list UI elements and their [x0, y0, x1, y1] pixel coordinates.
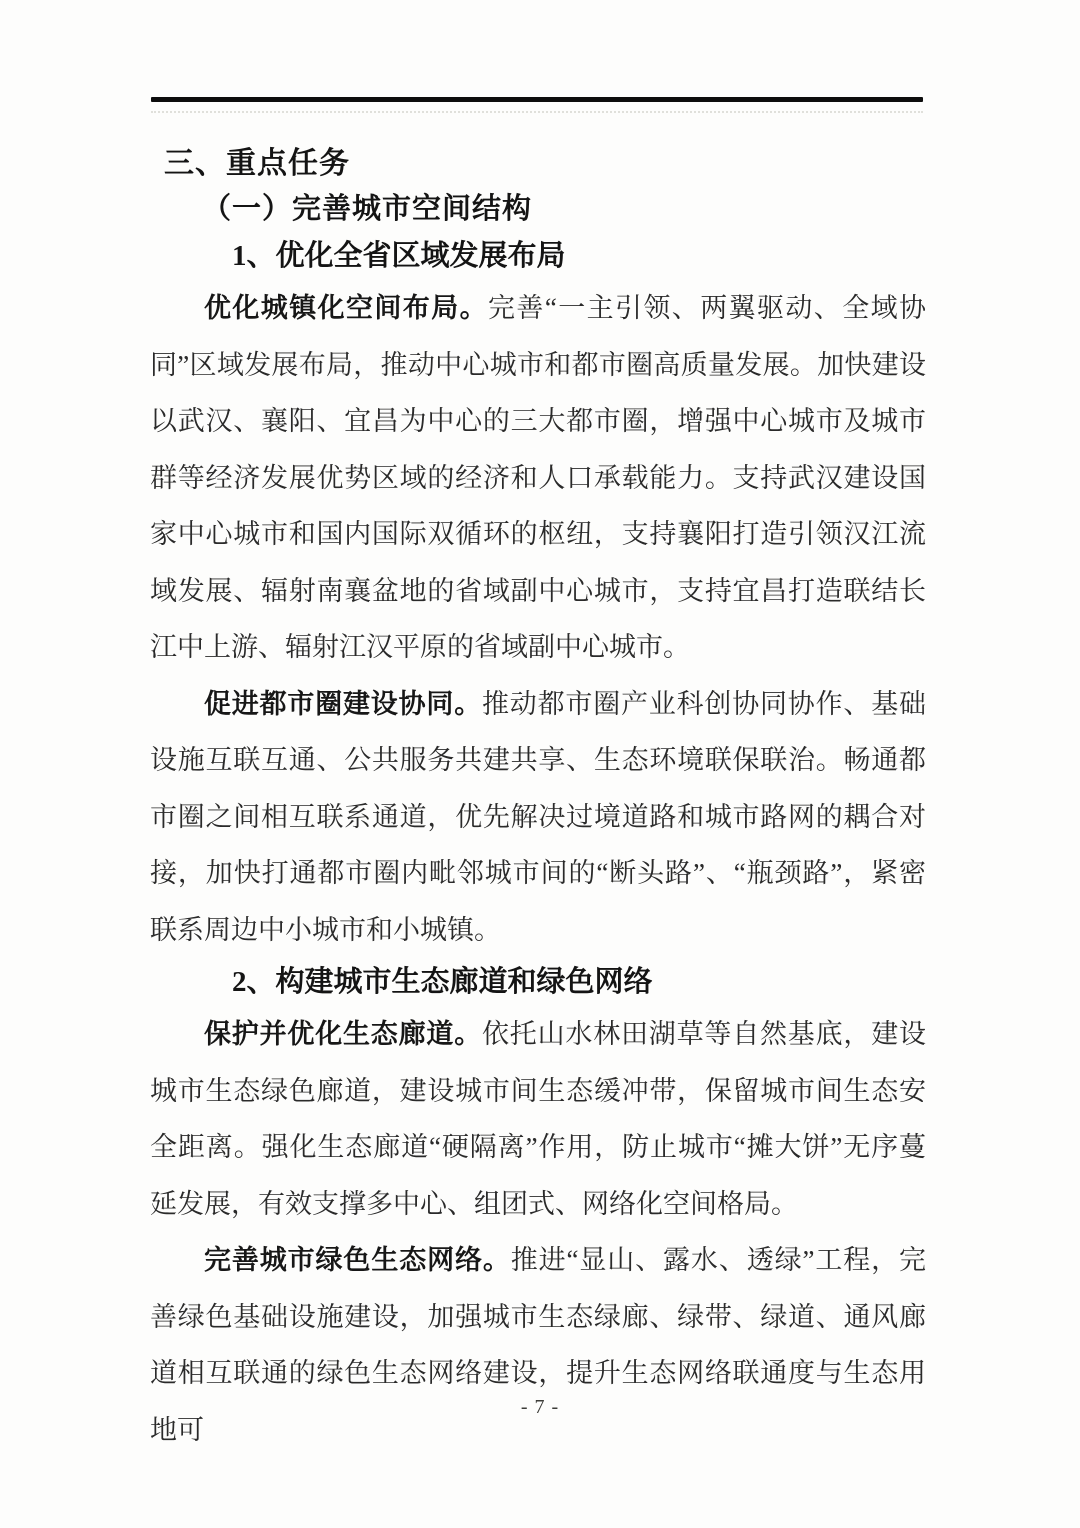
- paragraph-4-text: 推进“显山、露水、透绿”工程，完善绿色基础设施建设，加强城市生态绿廊、绿带、绿道、通风廊道相互联通的绿色生态网络建设，提升生态网络联通度与生态用地可: [150, 1245, 927, 1445]
- paragraph-4-lead: 完善城市绿色生态网络。: [204, 1245, 511, 1275]
- paragraph-3-text: 依托山水林田湖草等自然基底，建设城市生态绿色廊道，建设城市间生态缓冲带，保留城市间生态安全距离。强化生态廊道“硬隔离”作用，防止城市“摊大饼”无序蔓延发展，有效支撑多中心、组团式、网络化空间格局。: [150, 1019, 926, 1219]
- section-heading: 三、重点任务: [164, 147, 350, 180]
- paragraph-3-lead: 保护并优化生态廊道。: [204, 1019, 482, 1049]
- header-rule: [151, 97, 923, 102]
- paragraph-1: [150, 280, 926, 676]
- page-number: - 7 -: [520, 1396, 560, 1418]
- paragraph-4: [150, 1232, 926, 1458]
- paragraph-2-text: 推动都市圈产业科创协同协作、基础设施互联互通、公共服务共建共享、生态环境联保联治。畅通都市圈之间相互联系通道，优先解决过境道路和城市路网的耦合对接，加快打通都市圈内毗邻城市间的“断头路”、“瓶颈路”，紧密联系周边中小城市和小城镇。: [150, 688, 926, 945]
- header-rule-shadow: [151, 111, 923, 113]
- paragraph-1-text: 完善“一主引领、两翼驱动、全域协同”区域发展布局，推动中心城市和都市圈高质量发展。加快建设以武汉、襄阳、宜昌为中心的三大都市圈，增强中心城市及城市群等经济发展优势区域的经济和人口承载能力。支持武汉建设国家中心城市和国内国际双循环的枢纽，支持襄阳打造引领汉江流域发展、辐射南襄盆地的省域副中心城市，支持宜昌打造联结长江中上游、辐射江汉平原的省域副中心城市。: [150, 293, 927, 662]
- paragraph-2: [150, 676, 926, 959]
- numbered-heading-1: 1、优化全省区域发展布局: [232, 240, 566, 272]
- subsection-heading: （一）完善城市空间结构: [202, 193, 533, 225]
- paragraph-1-lead: 优化城镇化空间布局。: [204, 293, 489, 323]
- document-content: [150, 141, 926, 1458]
- numbered-heading-2: 2、构建城市生态廊道和绿色网络: [232, 966, 653, 998]
- paragraph-2-lead: 促进都市圈建设协同。: [204, 688, 482, 719]
- paragraph-3: [150, 1006, 926, 1232]
